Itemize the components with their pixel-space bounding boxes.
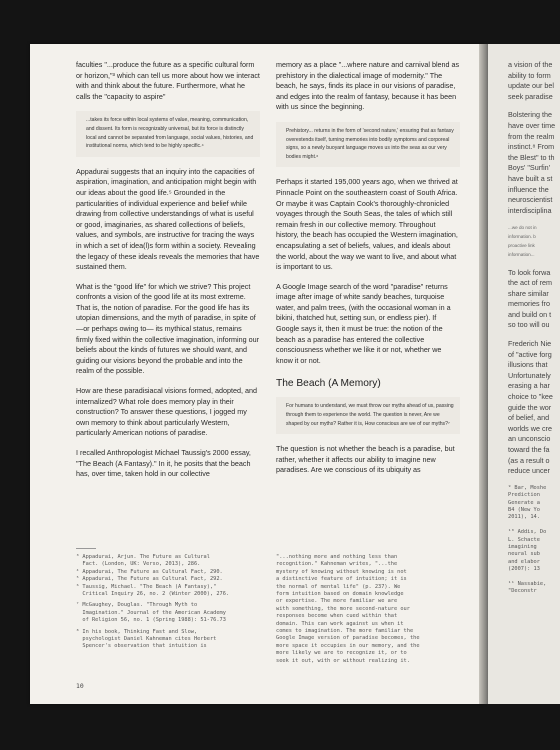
footnote: ⁷ McGaughey, Douglas. "Through Myth to Imagination." Journal of the American Academy of Religion 56, no. 1 (Spring 1988): 51-76.73 <box>76 602 226 624</box>
right-page-line <box>508 574 560 581</box>
right-page <box>488 44 560 704</box>
right-page-line: have over time <box>508 120 556 130</box>
right-page-line: ¹⁰ Addis, Do <box>508 529 547 536</box>
block-quote: Prehistory... returns in the form of 'second nature,' ensuring that as fantasy overextends itself, turning memories into bodily symptoms and corporeal signs, so a newly buoyant language moves us into the seas as our very bodies might.⁶ <box>276 122 460 167</box>
footnote: "...nothing more and nothing less than recognition." Kahneman writes, "...the mystery of knowing without knowing is not a distinctive feature of intuition; it is the normal of mental life" (p. 237). We form intuition based on domain knowledge or expertise. The more familiar we are with something, the more second-nature our responses become when cued within that domain. This can work against us when it comes to imagination. The more familiar the Google Image version of paradise becomes, the more space it occupies in our memory, and the more likely we are to recognize it, or to seek it out, with or without realizing it. <box>276 554 420 664</box>
footnote-rule <box>76 548 96 549</box>
right-page-line: 2011), 14. <box>508 514 540 521</box>
right-page-line: the Blest" to th <box>508 152 555 162</box>
right-page-line: neural sub <box>508 551 540 558</box>
right-page-block <box>508 339 560 477</box>
footnotes-middle <box>276 554 460 669</box>
right-page-line: worlds we cre <box>508 423 552 433</box>
right-page-line: To look forwa <box>508 267 551 277</box>
right-page-line: proactive link <box>508 242 535 248</box>
left-text-column <box>76 60 260 489</box>
right-page-line: the act of rem <box>508 278 552 288</box>
right-page-line: imagining <box>508 544 537 551</box>
block-quote: For humans to understand, we must throw our myths ahead of us, passing through them to experience the world. The question is never, Are we shaped by our myths? Rather it is, How conscious are we of our myths?⁷ <box>276 397 460 434</box>
right-page-quote <box>508 224 560 259</box>
right-page-line: illusions that <box>508 360 548 370</box>
paragraph: faculties "...produce the future as a specific cultural form or horizon,"³ which can tell us more about how we interact with and think about the future. Furthermore, what he calls the "capacity to aspire" <box>76 60 260 101</box>
right-page-line: L. Schacte <box>508 536 540 543</box>
right-page-line: of belief, and <box>508 413 550 423</box>
right-page-line: a vision of the <box>508 60 553 69</box>
paragraph: How are these paradisiacal visions formed, adopted, and internalized? What role does memory play in their construction? To answer these questions, I jogged my own memory to think about particularly Western, particularly American notions of paradise. <box>76 386 257 438</box>
right-page-line: guide the wor <box>508 402 552 412</box>
paragraph: memory as a place "...where nature and carnival blend as prehistory in the dialectical image of modernity." The beach, he says, finds its place in our visions of paradise, and edges into the realm of fantasy, because it has been with us since the beginning. <box>276 60 460 112</box>
right-page-line: choice to "kee <box>508 392 553 402</box>
right-page-line: neuroscientist <box>508 195 553 205</box>
right-page-line: seek paradise <box>508 91 553 101</box>
right-page-line: from the realm <box>508 131 555 141</box>
right-page-line: information. b <box>508 234 536 240</box>
right-page-block <box>508 110 560 216</box>
right-page-column <box>508 60 560 596</box>
footnotes-left <box>76 554 260 655</box>
right-page-line: influence the <box>508 184 549 194</box>
paragraph: What is the "good life" for which we strive? This project confronts a vision of the good life at its most extreme. That is, the notion of paradise. For the good life has its utopian dimensions, and the myth of paradise, in spite of —or perhaps owing to— its mythical status, remains firmly fixed within the collective imagination, informing our beliefs about the kinds of futures we should want, and guiding our visions beyond the probable and into the realm of the possible. <box>76 281 259 376</box>
right-page-line: so too will ou <box>508 320 550 330</box>
block-quote: ...takes its force within local systems of value, meaning, communication, and dissent. Its form is recognizably universal, but its force is distinctly local and cannot be separated from language, social values, histories, and institutional norms, which tend to be highly specific.⁴ <box>76 111 260 156</box>
right-page-line: Boys' "Surfin' <box>508 163 551 173</box>
right-page-line: and build on t <box>508 309 552 319</box>
right-page-line: update our bel <box>508 81 554 91</box>
right-page-line: Unfortunately <box>508 370 551 380</box>
left-page <box>30 44 484 704</box>
paragraph: Appadurai suggests that an inquiry into the capacities of aspiration, imagination, and anticipation might begin with our ideas about the good life.⁵ Grounded in the particularities of individual experience and belief while drawing from collective understandings of what is useful or good, imaginaries, as shared collections of beliefs, values, and symbols, are instructive for tracing the ways in which a set of idea(l)s form within a society. Revealing the legacy of these ideals reveals the memories that have sustained them. <box>76 166 260 272</box>
right-page-line: instinct.⁸ From <box>508 142 555 152</box>
right-page-line: Prediction <box>508 492 540 499</box>
right-page-line: reduce uncer <box>508 466 550 476</box>
right-page-line: erasing a har <box>508 381 550 391</box>
right-page-line: information... <box>508 251 535 257</box>
right-page-line: ...we do not in <box>508 225 537 231</box>
right-page-line: Bolstering the <box>508 110 552 120</box>
paragraph: Perhaps it started 195,000 years ago, when we thrived at Pinnacle Point on the southeastern coast of South Africa. Or maybe it was Captain Cook's thoroughly-chronicled voyages through the South Seas, the tales of which still remain fresh in our collective memory. Throughout history, the beach has occupied the Western imagination, encapsulating a set of beliefs, values, and ideals about the world, about the way we want to live, and about what is important to us. <box>276 177 458 272</box>
right-page-line: ability to form <box>508 70 551 80</box>
right-page-line: an unconscio <box>508 434 551 444</box>
right-page-line: Generate a <box>508 499 540 506</box>
right-page-line: (as a result o <box>508 455 550 465</box>
right-page-line: and elabor <box>508 558 540 565</box>
page-number: 10 <box>76 682 84 690</box>
right-page-line: share similar <box>508 288 549 298</box>
section-heading: The Beach (A Memory) <box>276 378 381 390</box>
right-page-line: of "active forg <box>508 349 552 359</box>
paragraph: I recalled Anthropologist Michael Taussig's 2000 essay, "The Beach (A Fantasy)." In it, he posits that the beach has, over time, taken hold in our collective <box>76 448 251 479</box>
paragraph: The question is not whether the beach is a paradise, but rather, whether it affects our ability to imagine new paradises. Are we conscious of its ubiquity as <box>276 444 455 475</box>
paragraph: A Google Image search of the word "paradise" returns image after image of white sandy beaches, turquoise water, and palm trees, (with the occasional woman in a bikini, thatched hut, setting sun, or endless pier). If Google says it, then it must be true: the notion of the beach as a paradise has entered the collective consciousness whether we like it or not, whether we know it or not. <box>276 281 451 365</box>
right-page-line: (2007): 13 <box>508 566 540 573</box>
right-page-line: have built a st <box>508 173 553 183</box>
right-page-line: "Deconstr <box>508 588 537 595</box>
right-page-block <box>508 268 560 332</box>
right-page-line: Frederich Nie <box>508 339 552 349</box>
footnote: ⁸ In his book, Thinking Fast and Slow, psychologist Daniel Kahneman cites Herbert Spencer's observation that intuition is <box>76 628 217 650</box>
right-page-line: interdisciplina <box>508 205 552 215</box>
right-page-line: B4 (New Yo <box>508 507 540 513</box>
footnote: ³ Appadurai, Arjun. The Future as Cultural Fact. (London, UK: Verso, 2013), 286. ⁴ Appadurai, The Future as Cultural Fact, 290. ⁵ Appadurai, The Future as Cultural Fact, 292. ⁶ Taussig, Michael. "The Beach (A Fantasy)," Critical Inquiry 26, no. 2 (Winter 2000), 276. <box>76 554 230 598</box>
right-page-block <box>508 60 560 102</box>
right-page-line: toward the fa <box>508 445 550 454</box>
middle-text-column <box>276 60 460 485</box>
right-page-line: ¹¹ Nassabie, <box>508 581 547 588</box>
right-page-line: memories fro <box>508 299 550 309</box>
right-page-footnotes <box>508 485 560 596</box>
right-page-line: ⁹ Bar, Moshe <box>508 484 547 491</box>
